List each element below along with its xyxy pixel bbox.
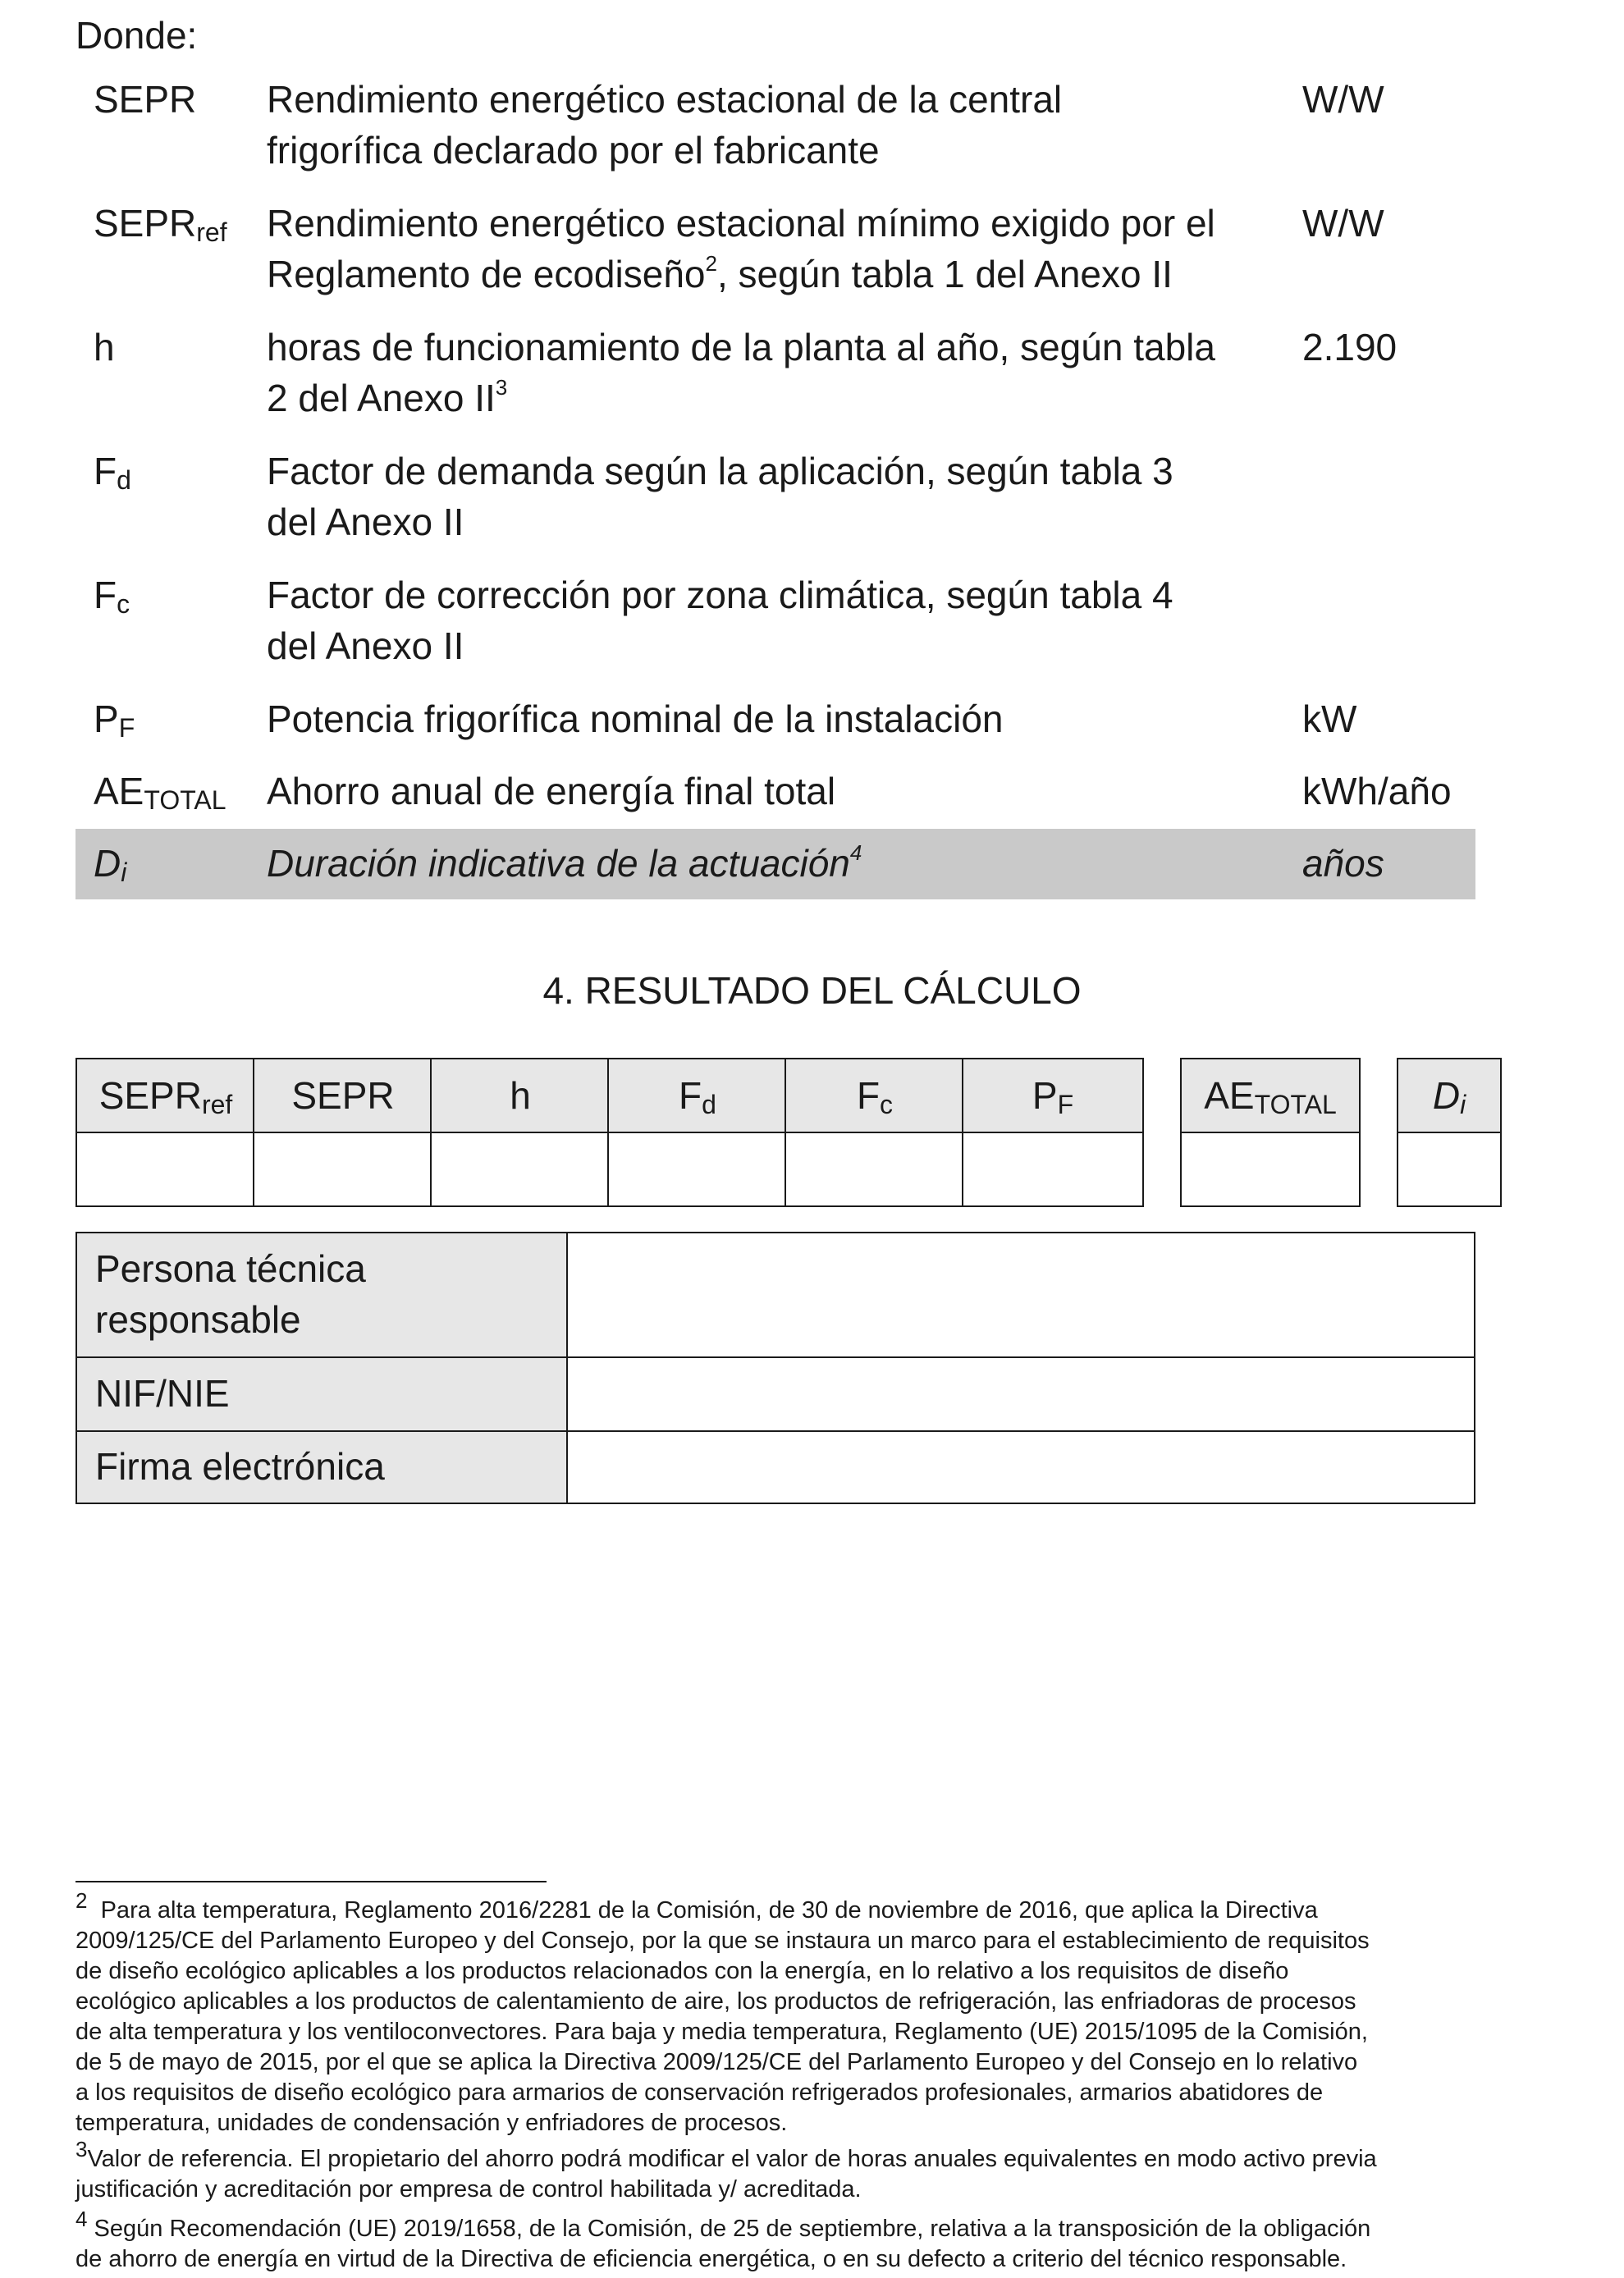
- footnote-ref: 3: [495, 375, 508, 400]
- definition-unit: W/W: [1302, 78, 1384, 121]
- definition-description: horas de funcionamiento de la planta al año, según tabla 2 del Anexo $II^3$: [267, 326, 1215, 419]
- definition-symbol: h: [94, 326, 115, 368]
- definition-description: Potencia frigorífica nominal de la instalación: [267, 698, 1004, 740]
- definition-description: Factor de demanda según la aplicación, según tabla 3 del Anexo II: [267, 450, 1173, 543]
- definition-unit: kW: [1302, 698, 1357, 740]
- input-ae-total[interactable]: [1182, 1133, 1359, 1205]
- definition-description: Rendimiento energético estacional mínimo exigido por el Reglamento de ecodiseño$^2$, según tabla 1 del Anexo II: [267, 202, 1215, 295]
- definition-symbol: $P_F$: [94, 698, 135, 743]
- label-firma-electronica: Firma electrónica: [95, 1445, 385, 1488]
- input-di[interactable]: [1398, 1133, 1500, 1205]
- label-persona-tecnica: Persona técnica responsable: [95, 1247, 366, 1341]
- header-fd: $F_d$: [679, 1074, 716, 1119]
- footnote-3: $^3$Valor de referencia. El propietario del ahorro podrá modificar el valor de horas anuales equivalentes en modo activo previa justificación y acreditación por empresa de control habilitada y/ acreditada.: [75, 2137, 1377, 2203]
- definition-symbol: SEPR: [94, 78, 197, 121]
- definition-symbol: $F_d$: [94, 450, 131, 495]
- definition-unit: 2.190: [1302, 326, 1398, 368]
- input-fc[interactable]: [786, 1133, 963, 1205]
- footnote-ref: 4: [849, 840, 862, 865]
- definition-unit: W/W: [1302, 202, 1384, 245]
- nif-nie-field[interactable]: [570, 1358, 1474, 1430]
- definition-symbol: $SEPR_{ref}$: [94, 202, 227, 247]
- intro-label: Donde:: [75, 14, 198, 57]
- header-pf: $P_F$: [1032, 1074, 1074, 1119]
- firma-electronica-field[interactable]: [570, 1432, 1474, 1503]
- label-nif-nie: NIF/NIE: [95, 1372, 230, 1415]
- header-di: $D_i$: [1432, 1074, 1466, 1119]
- header-sepr-ref: $SEPR_{ref}$: [98, 1074, 233, 1119]
- definition-symbol: $D_i$: [94, 842, 127, 887]
- input-sepr-ref[interactable]: [77, 1133, 254, 1205]
- footnote-separator: [75, 1881, 547, 1882]
- definition-symbol: $F_c$: [94, 574, 130, 619]
- header-ae-total: $AE_{TOTAL}$: [1204, 1074, 1337, 1119]
- definition-description: Ahorro anual de energía final total: [267, 770, 836, 812]
- header-fc: $F_c$: [856, 1074, 894, 1119]
- persona-tecnica-field[interactable]: [570, 1233, 1474, 1356]
- ae-total-table: [1180, 1058, 1361, 1207]
- definition-description: Rendimiento energético estacional de la central frigorífica declarado por el fabricante: [267, 78, 1063, 172]
- definition-unit: años: [1302, 842, 1384, 885]
- definition-description: Factor de corrección por zona climática, según tabla 4 del Anexo II: [267, 574, 1173, 667]
- input-sepr[interactable]: [254, 1133, 432, 1205]
- input-fd[interactable]: [609, 1133, 786, 1205]
- signature-table: [75, 1232, 1475, 1504]
- definition-description: Duración indicativa de la actuación$^4$: [267, 840, 862, 885]
- section-title: 4. RESULTADO DEL CÁLCULO: [542, 969, 1082, 1012]
- input-h[interactable]: [432, 1133, 609, 1205]
- header-h: h: [510, 1074, 531, 1117]
- result-table: [75, 1058, 1144, 1207]
- footnote-4: $^4$ Según Recomendación (UE) 2019/1658, de la Comisión, de 25 de septiembre, relativa a la transposición de la obligación de ahorro de energía en virtud de la Directiva de eficiencia energética, o en su defecto a criterio del técnico responsable.: [75, 2207, 1371, 2272]
- header-sepr: SEPR: [291, 1074, 395, 1117]
- input-pf[interactable]: [963, 1133, 1142, 1205]
- definition-symbol: $AE_{TOTAL}$: [94, 770, 226, 815]
- footnote-2: $^2$ Para alta temperatura, Reglamento 2016/2281 de la Comisión, de 30 de noviembre de 2016, que aplica la Directiva 2009/125/CE del Parlamento Europeo y del Consejo, por la que se instaura un marco para el establecimiento de requisitos de diseño ecológico aplicables a los productos relacionados con la energía, en lo relativo a los requisitos de diseño ecológico aplicables a los productos de calentamiento de aire, los productos de refrigeración, las enfriadoras de procesos de alta temperatura y los ventiloconvectores. Para baja y media temperatura, Reglamento (UE) 2015/1095 de la Comisión, de 5 de mayo de 2015, por el que se aplica la Directiva 2009/125/CE del Parlamento Europeo y del Consejo en lo relativo a los requisitos de diseño ecológico para armarios de conservación refrigerados profesionales, armarios abatidores de temperatura, unidades de condensación y enfriadores de procesos.: [75, 1888, 1370, 2136]
- footnote-ref: 2: [705, 251, 717, 276]
- definition-unit: kWh/año: [1302, 770, 1452, 812]
- di-table: [1397, 1058, 1502, 1207]
